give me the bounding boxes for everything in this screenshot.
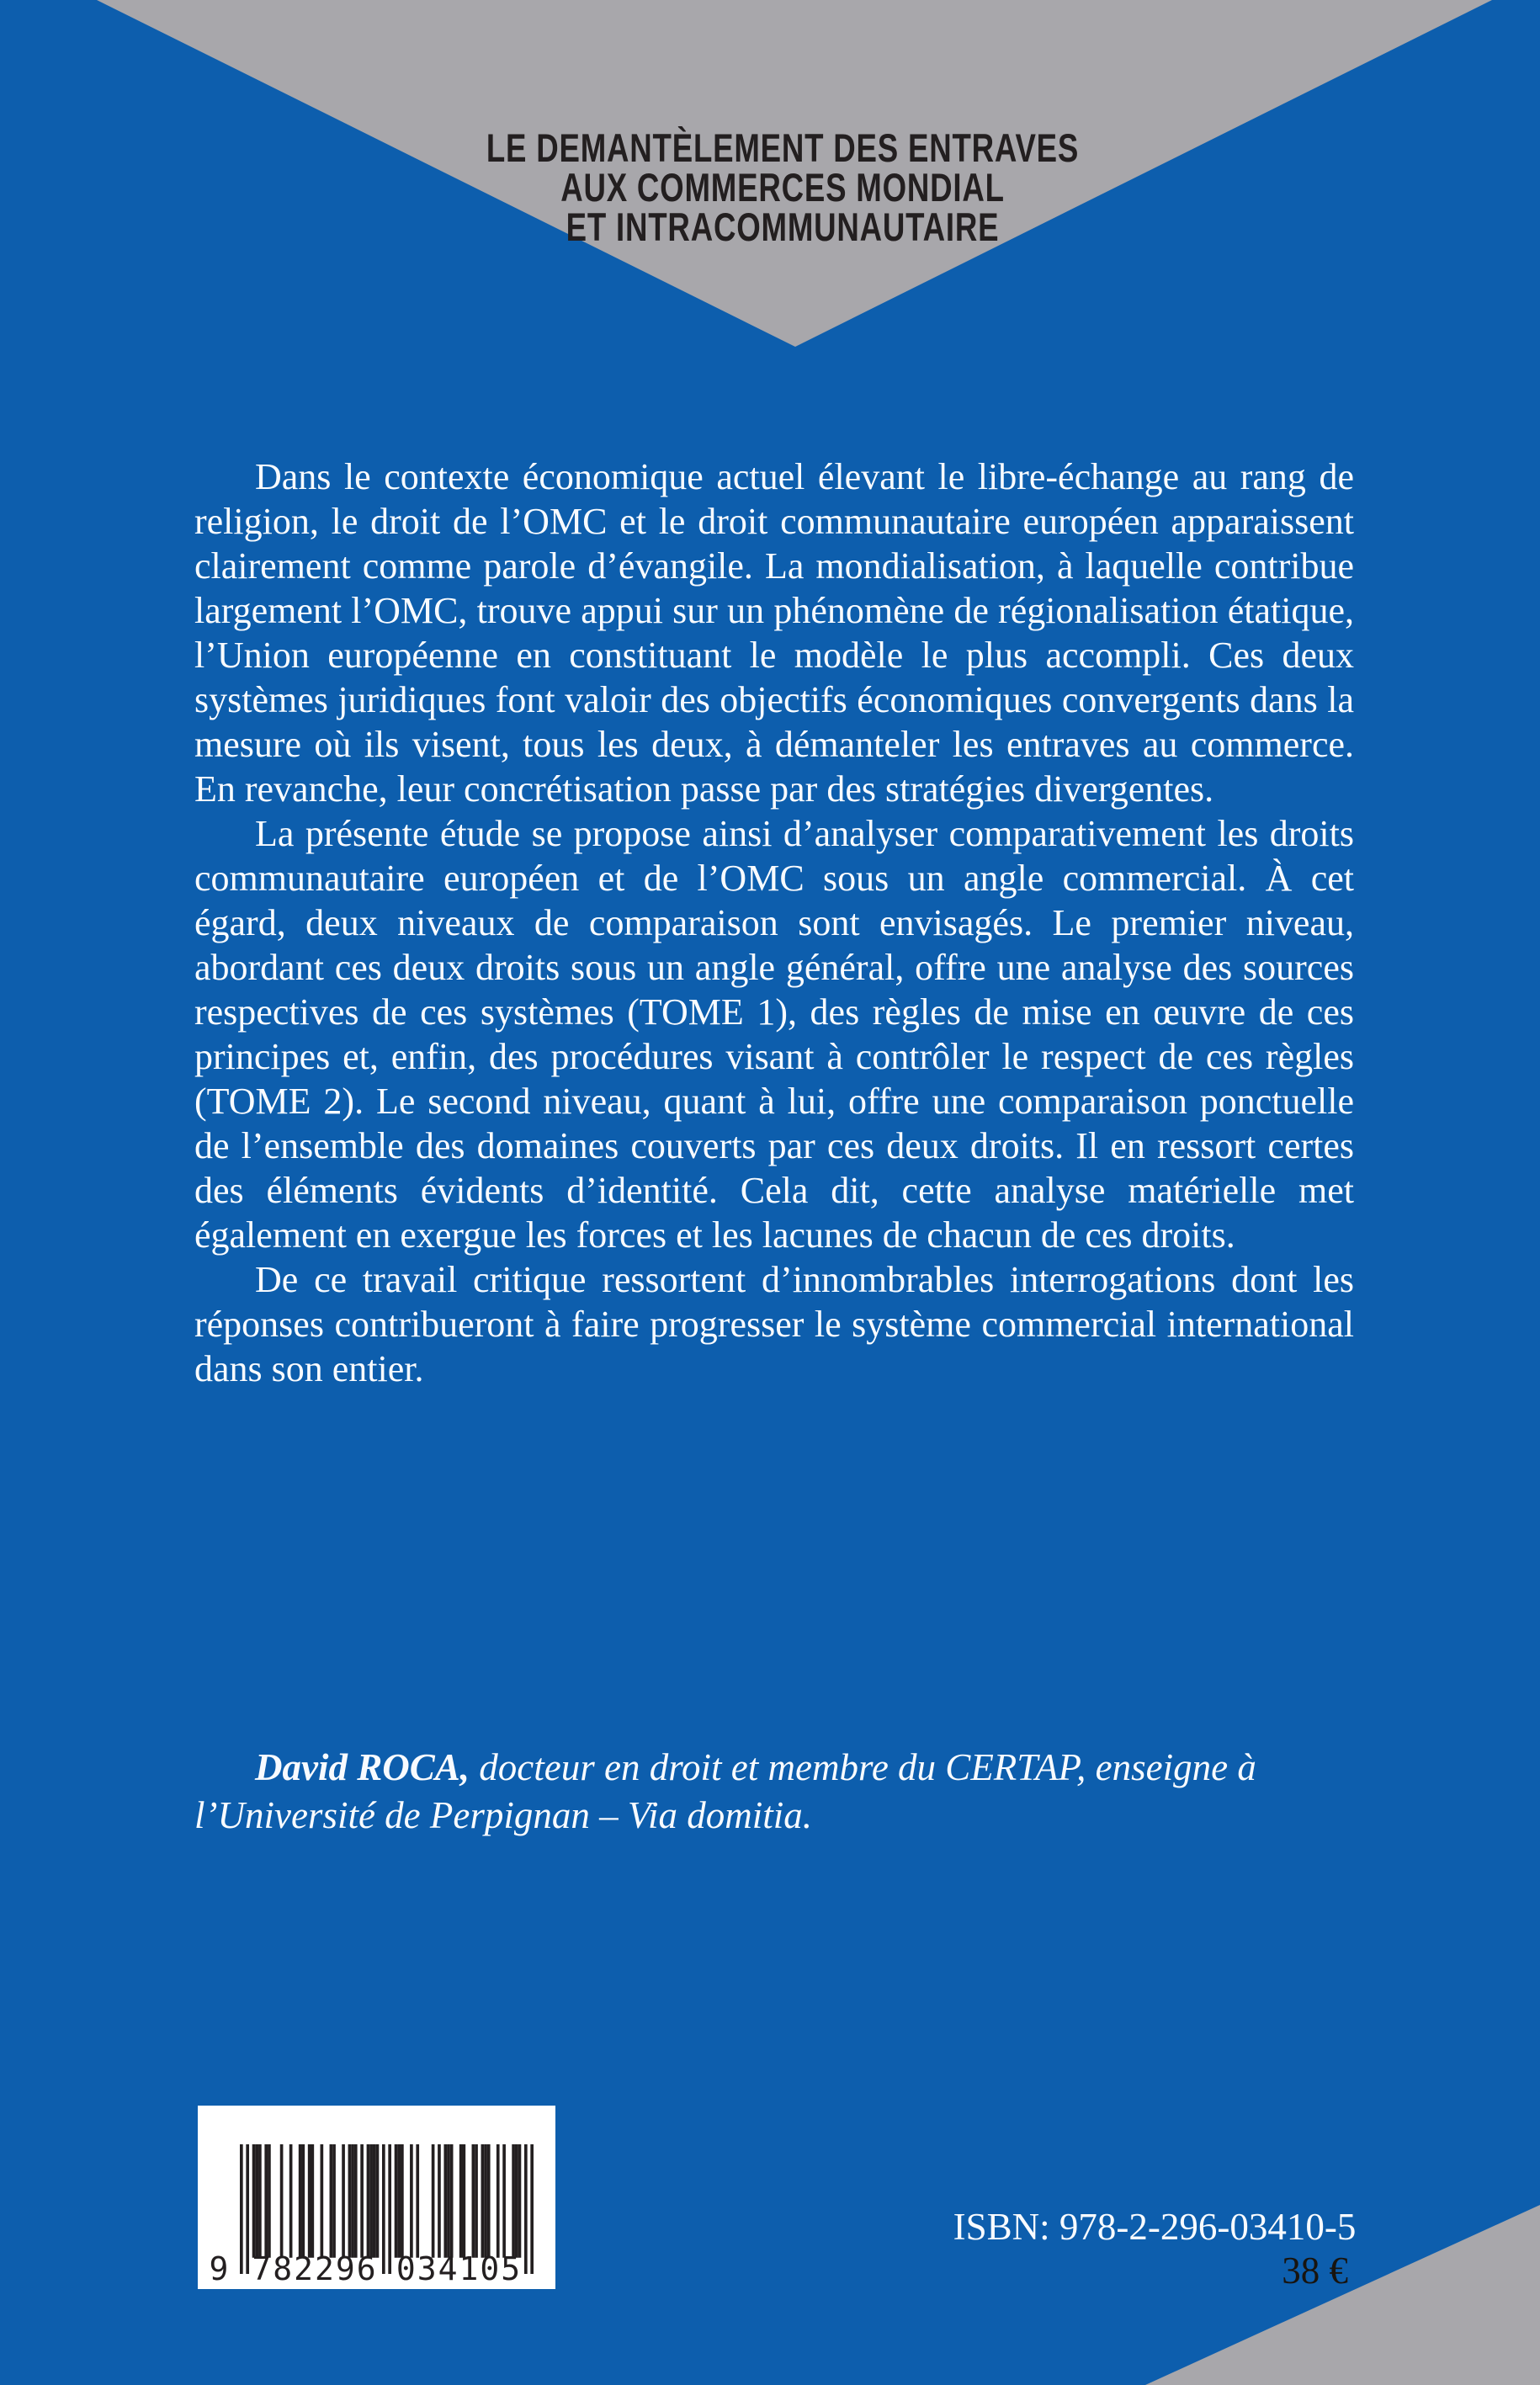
author-name: David ROCA, (255, 1746, 470, 1788)
synopsis-paragraph-2: La présente étude se propose ainsi d’analyser comparativement les droits communautaire européen et de l’OMC sous un angle commercial. À cet égard, deux niveaux de comparaison sont envisagés. Le premier niveau, abordant ces deux droits sous un angle général, offre une analyse des sources respectives de ces systèmes (TOME 1), des règles de mise en œuvre de ces principes et, enfin, des procédures visant à contrôler le respect de ces règles (TOME 2). Le second niveau, quant à lui, offre une comparaison ponctuelle de l’ensemble des domaines couverts par ces deux droits. Il en ressort certes des éléments évidents d’identité. Cela dit, cette analyse matérielle met également en exergue les forces et les lacunes de chacun de ces droits. (194, 813, 1354, 1256)
title-line-2: AUX COMMERCES MONDIAL (560, 165, 1005, 210)
isbn-text: ISBN: 978-2-296-03410-5 (953, 2206, 1357, 2248)
barcode-digits-right: 034105 (396, 2250, 523, 2287)
title-line-3: ET INTRACOMMUNAUTAIRE (566, 205, 1000, 249)
author-credit (194, 1744, 1354, 1840)
book-title (486, 125, 1080, 249)
barcode (198, 2106, 555, 2289)
synopsis-paragraph-1: Dans le contexte économique actuel élevant le libre-échange au rang de religion, le droit de l’OMC et le droit communautaire européen apparaissent clairement comme parole d’évangile. La mondialisation, à laquelle contribue largement l’OMC, trouve appui sur un phénomène de régionalisation étatique, l’Union européenne en constituant le modèle le plus accompli. Ces deux systèmes juridiques font valoir des objectifs économiques convergents dans la mesure où ils visent, tous les deux, à démanteler les entraves au commerce. En revanche, leur concrétisation passe par des stratégies divergentes. (194, 456, 1354, 810)
barcode-digits-left: 782296 (252, 2250, 378, 2287)
author-description: docteur en droit et membre du CERTAP, enseigne à l’Université de Perpignan – Via domitia. (194, 1746, 1256, 1836)
price-text: 38 € (1282, 2250, 1348, 2292)
barcode-digit-first: 9 (209, 2250, 229, 2287)
title-line-1: LE DEMANTÈLEMENT DES ENTRAVES (486, 125, 1080, 170)
synopsis (194, 454, 1354, 1391)
synopsis-paragraph-3: De ce travail critique ressortent d’innombrables interrogations dont les réponses contribueront à faire progresser le système commercial international dans son entier. (194, 1259, 1354, 1389)
